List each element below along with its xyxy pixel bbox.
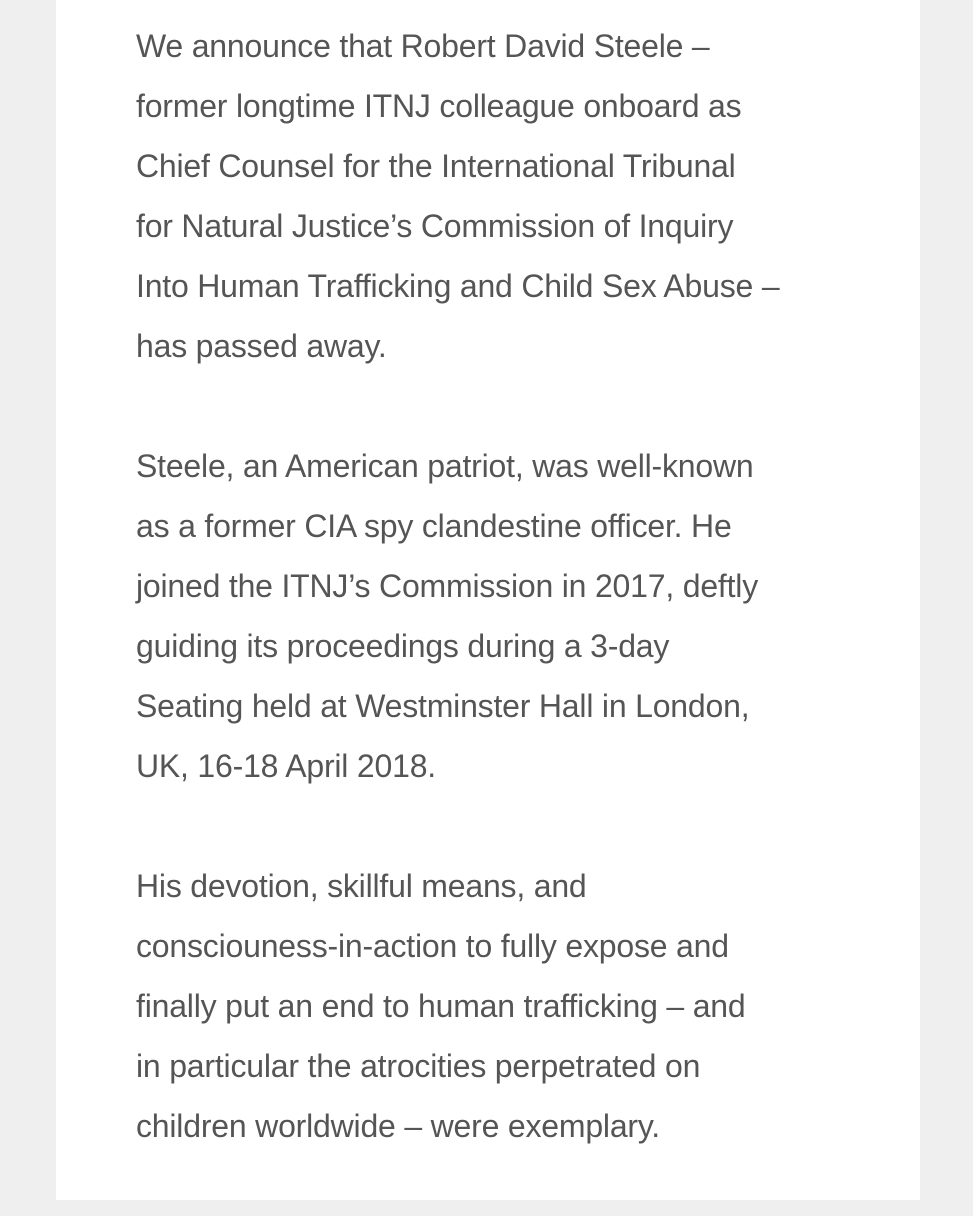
- text-line: has passed away.: [136, 328, 387, 364]
- text-line: guiding its proceedings during a 3-day: [136, 628, 670, 664]
- text-line: as a former CIA spy clandestine officer. He: [136, 508, 732, 544]
- paragraph-tribute: [136, 856, 856, 1156]
- text-line: former longtime ITNJ colleague onboard as: [136, 88, 742, 124]
- text-line: consciouness-in-action to fully expose and: [136, 928, 729, 964]
- text-line: joined the ITNJ’s Commission in 2017, deftly: [136, 568, 759, 604]
- text-line: UK, 16-18 April 2018.: [136, 748, 436, 784]
- text-line: children worldwide – were exemplary.: [136, 1108, 660, 1144]
- text-line: Chief Counsel for the International Tribunal: [136, 148, 736, 184]
- text-line: Seating held at Westminster Hall in London,: [136, 688, 750, 724]
- text-line: in particular the atrocities perpetrated on: [136, 1048, 701, 1084]
- text-line: finally put an end to human trafficking – and: [136, 988, 746, 1024]
- paragraph-biography: [136, 436, 856, 796]
- page-background: [56, 0, 920, 1200]
- article-body: [136, 16, 856, 1216]
- text-line: His devotion, skillful means, and: [136, 868, 587, 904]
- text-line: We announce that Robert David Steele –: [136, 28, 710, 64]
- text-line: for Natural Justice’s Commission of Inquiry: [136, 208, 734, 244]
- paragraph-announcement: [136, 16, 856, 376]
- text-line: Into Human Trafficking and Child Sex Abuse –: [136, 268, 780, 304]
- text-line: Steele, an American patriot, was well-known: [136, 448, 754, 484]
